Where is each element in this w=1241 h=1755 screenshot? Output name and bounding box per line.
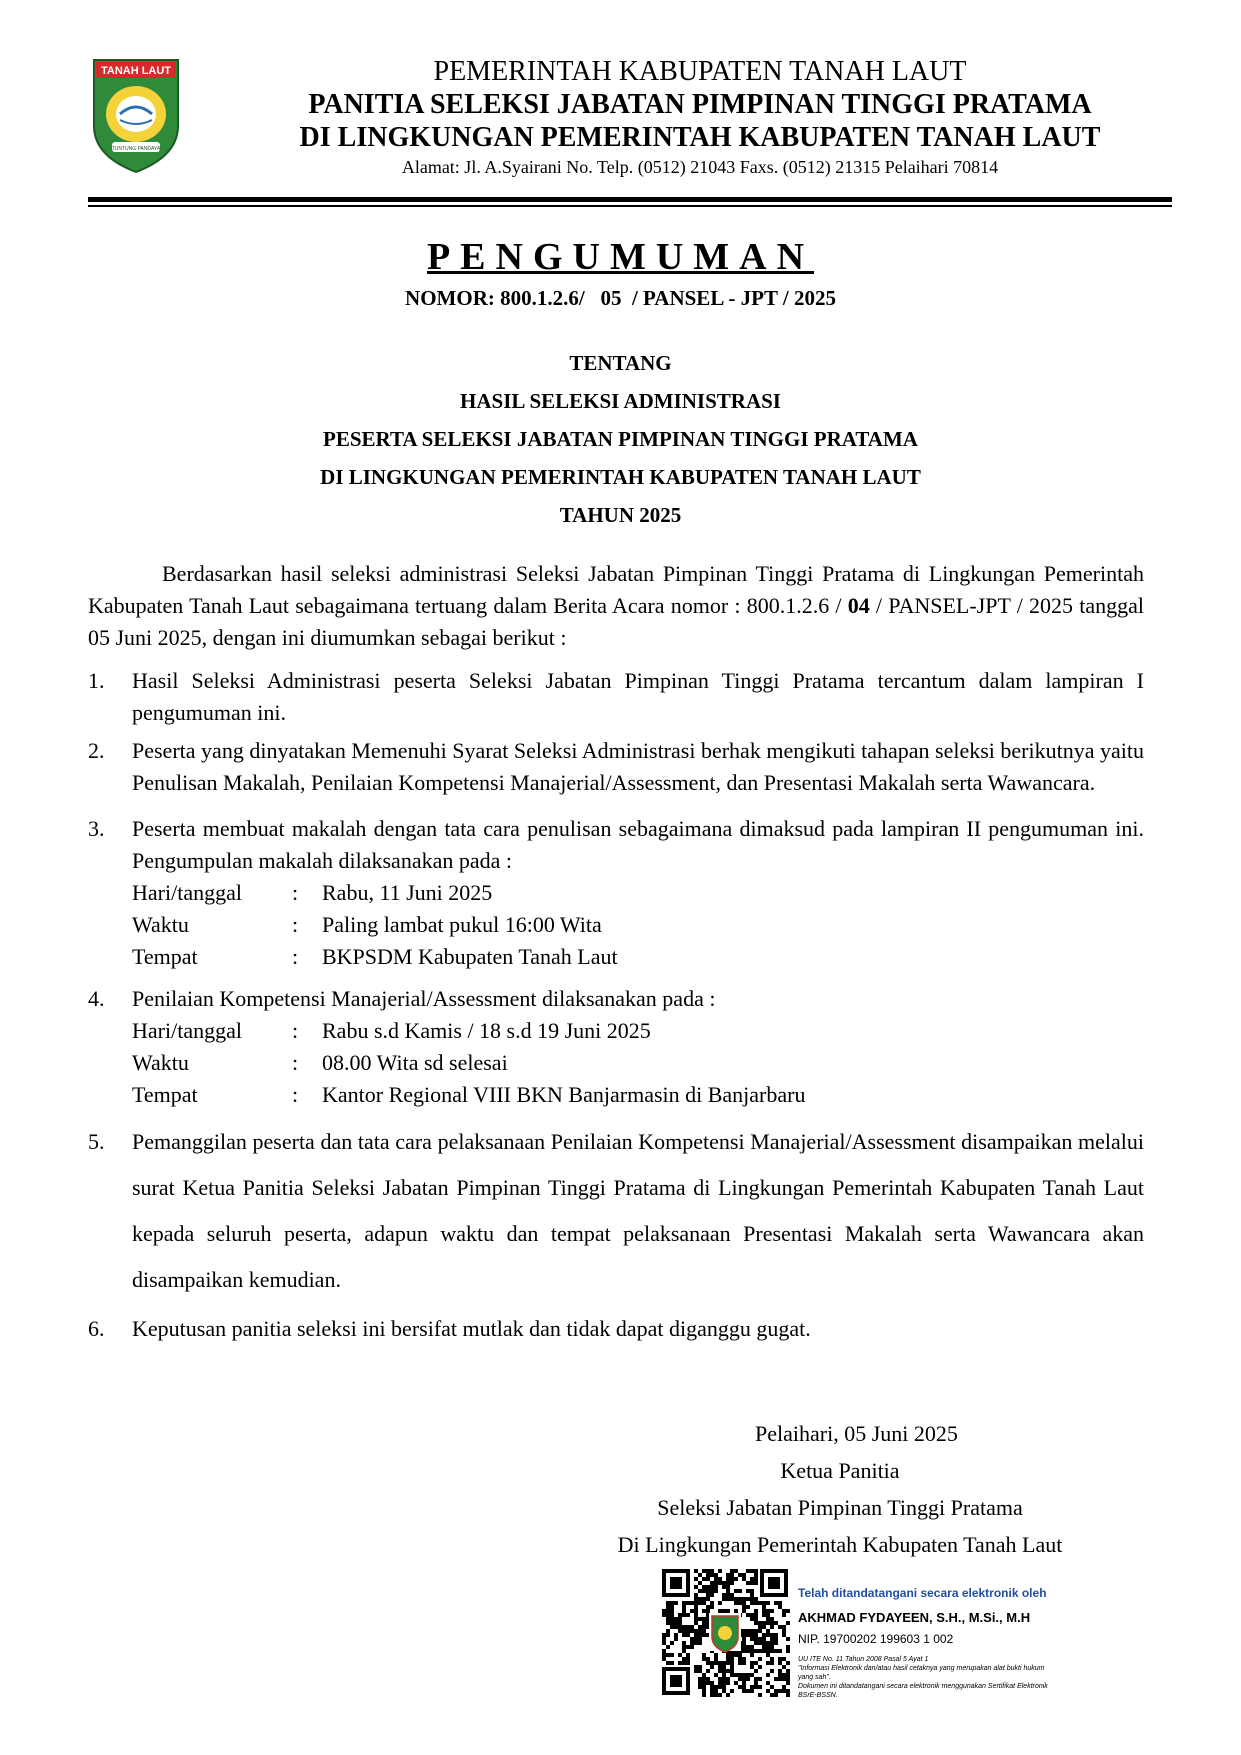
item-text: Peserta yang dinyatakan Memenuhi Syarat Seleksi Administrasi berhak mengikuti tahapan seleksi berikutnya yaitu Penulisan Makalah, Penilaian Kompetensi Manajerial/Assessment, dan Presentasi Makalah serta Wawancara. — [132, 738, 1144, 795]
intro-text: Berdasarkan hasil seleksi administrasi Seleksi Jabatan Pimpinan Tinggi Pratama di Lingkungan Pemerintah Kabupaten Tanah Laut sebagaimana tertuang dalam Berita Acara nomor : 800.1.2.6 / — [88, 561, 1144, 618]
item-number: 1. — [88, 668, 105, 693]
logo-motto: TUNTUNG PANDAYA — [111, 146, 161, 152]
detail-sep: : — [292, 1018, 299, 1043]
detail-row — [132, 909, 1144, 941]
intro-bold-number: 04 — [847, 593, 870, 618]
item-text: Peserta membuat makalah dengan tata cara penulisan sebagaimana dimaksud pada lampiran II pengumuman ini. Pengumpulan makalah dilaksanakan pada : — [132, 816, 1144, 873]
signature-committee: Di Lingkungan Pemerintah Kabupaten Tanah Laut — [617, 1532, 1063, 1557]
detail-value: Rabu s.d Kamis / 18 s.d 19 Juni 2025 — [322, 1018, 651, 1043]
item-text: Keputusan panitia seleksi ini bersifat mutlak dan tidak dapat diganggu gugat. — [132, 1316, 811, 1341]
detail-row — [132, 1015, 1144, 1047]
list-item — [88, 983, 1144, 1111]
esign-legal-line: UU ITE No. 11 Tahun 2008 Pasal 5 Ayat 1 — [798, 1656, 929, 1663]
list-item — [88, 813, 1144, 973]
detail-value: Kantor Regional VIII BKN Banjarmasin di Banjarbaru — [322, 1082, 806, 1107]
item-text: Hasil Seleksi Administrasi peserta Seleksi Jabatan Pimpinan Tinggi Pratama tercantum dalam lampiran I pengumuman ini. — [132, 668, 1144, 725]
document-title: PENGUMUMAN — [426, 236, 815, 278]
detail-row — [132, 877, 1144, 909]
tanah-laut-logo — [90, 56, 182, 174]
signature-committee: Seleksi Jabatan Pimpinan Tinggi Pratama — [657, 1495, 1023, 1520]
esign-nip: NIP. 19700202 199603 1 002 — [798, 1632, 954, 1646]
document-number: NOMOR: 800.1.2.6/ 05 / PANSEL - JPT / 2025 — [405, 286, 836, 310]
about-line: TENTANG — [569, 351, 672, 375]
detail-row — [132, 1079, 1144, 1111]
detail-key: Waktu — [132, 912, 189, 937]
address: Alamat: Jl. A.Syairani No. Telp. (0512) 21043 Faxs. (0512) 21315 Pelaihari 70814 — [401, 157, 999, 177]
detail-value: BKPSDM Kabupaten Tanah Laut — [322, 944, 618, 969]
detail-key: Tempat — [132, 1082, 198, 1107]
detail-sep: : — [292, 1082, 299, 1107]
about-line: TAHUN 2025 — [559, 503, 682, 527]
item-number: 2. — [88, 738, 105, 763]
detail-key: Tempat — [132, 944, 198, 969]
esign-name: AKHMAD FYDAYEEN, S.H., M.Si., M.H — [798, 1610, 1031, 1625]
detail-sep: : — [292, 944, 299, 969]
esign-legal-line: "Informasi Elektronik dan/atau hasil cetaknya yang merupakan alat bukti hukum yang sah". — [798, 1665, 1045, 1681]
detail-value: 08.00 Wita sd selesai — [322, 1050, 508, 1075]
letterhead-rule-thin — [88, 205, 1172, 207]
detail-key: Waktu — [132, 1050, 189, 1075]
signature-role: Ketua Panitia — [780, 1458, 900, 1483]
esign-statement: Telah ditandatangani secara elektronik oleh — [798, 1586, 1047, 1600]
qr-code — [660, 1567, 790, 1697]
item-number: 4. — [88, 986, 105, 1011]
esign-legal-note — [798, 1655, 1048, 1700]
signature-place-date: Pelaihari, 05 Juni 2025 — [755, 1421, 958, 1446]
item-text: Penilaian Kompetensi Manajerial/Assessment dilaksanakan pada : — [132, 986, 716, 1011]
committee-name: PANITIA SELEKSI JABATAN PIMPINAN TINGGI PRATAMA — [308, 89, 1092, 120]
intro-paragraph — [88, 558, 1144, 654]
list-item — [88, 735, 1144, 799]
detail-sep: : — [292, 1050, 299, 1075]
jurisdiction-name: DI LINGKUNGAN PEMERINTAH KABUPATEN TANAH LAUT — [299, 122, 1101, 153]
logo-text: TANAH LAUT — [100, 65, 172, 77]
intro-text: / PANSEL-JPT / 2025 tanggal 05 Juni 2025, dengan ini diumumkan sebagai berikut : — [88, 593, 1144, 650]
item-number: 3. — [88, 816, 105, 841]
detail-row — [132, 941, 1144, 973]
about-line: HASIL SELEKSI ADMINISTRASI — [460, 389, 781, 413]
list-item — [88, 665, 1144, 729]
list-item — [88, 1313, 1144, 1345]
detail-key: Hari/tanggal — [132, 1018, 242, 1043]
esign-legal-line: Dokumen ini ditandatangani secara elektronik menggunakan Sertifikat Elektronik BSrE-BSSN. — [798, 1683, 1048, 1699]
item-number: 6. — [88, 1316, 105, 1341]
detail-sep: : — [292, 912, 299, 937]
detail-sep: : — [292, 880, 299, 905]
letterhead-rule-thick — [88, 197, 1172, 202]
item-number: 5. — [88, 1129, 105, 1154]
detail-value: Paling lambat pukul 16:00 Wita — [322, 912, 602, 937]
announcement-list — [88, 665, 1144, 1345]
about-line: PESERTA SELEKSI JABATAN PIMPINAN TINGGI PRATAMA — [323, 427, 918, 451]
item-text: Pemanggilan peserta dan tata cara pelaksanaan Penilaian Kompetensi Manajerial/Assessment disampaikan melalui surat Ketua Panitia Seleksi Jabatan Pimpinan Tinggi Pratama di Lingkungan Pemerintah Kabupaten Tanah Laut kepada seluruh peserta, adapun waktu dan tempat pelaksanaan Presentasi Makalah serta Wawancara akan disampaikan kemudian. — [132, 1129, 1144, 1292]
detail-row — [132, 1047, 1144, 1079]
detail-value: Rabu, 11 Juni 2025 — [322, 880, 493, 905]
detail-key: Hari/tanggal — [132, 880, 242, 905]
list-item — [88, 1119, 1144, 1303]
agency-name: PEMERINTAH KABUPATEN TANAH LAUT — [433, 56, 967, 87]
about-line: DI LINGKUNGAN PEMERINTAH KABUPATEN TANAH LAUT — [320, 465, 921, 489]
